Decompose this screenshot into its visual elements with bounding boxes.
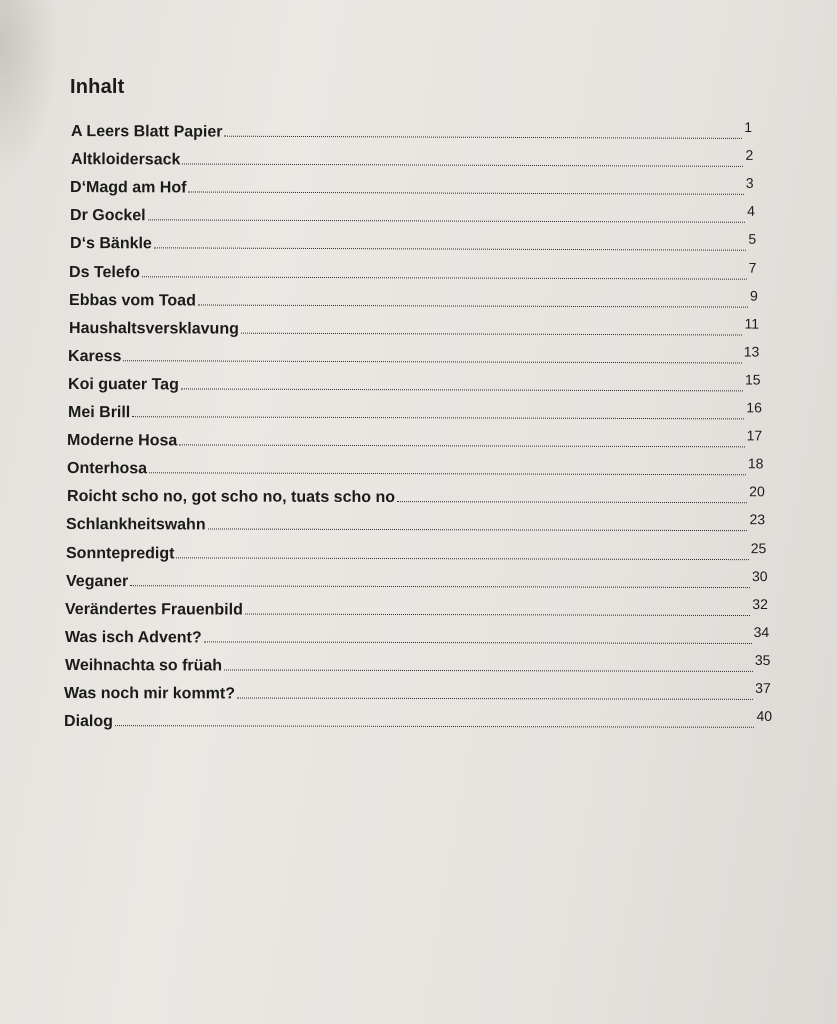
toc-entry xyxy=(66,512,765,536)
toc-leader-dots xyxy=(124,359,742,363)
toc-entry-page-number: 16 xyxy=(745,399,762,416)
toc-entry xyxy=(65,625,769,649)
toc-entry-title: A Leers Blatt Papier xyxy=(71,123,223,141)
toc-entry-title: Sonntepredigt xyxy=(66,544,175,562)
toc-entry xyxy=(69,316,759,341)
toc-entry-page-number: 35 xyxy=(754,651,771,668)
toc-entry-title: Was isch Advent? xyxy=(65,628,202,647)
toc-entry-page-number: 34 xyxy=(753,623,770,640)
toc-entry-page-number: 1 xyxy=(744,118,753,135)
toc-entry xyxy=(68,372,761,397)
toc-entry-page-number: 5 xyxy=(748,231,756,248)
toc-leader-dots xyxy=(148,219,745,223)
toc-entry-title: Dr Gockel xyxy=(70,207,146,225)
toc-entry-title: Schlankheitswahn xyxy=(66,516,206,534)
toc-leader-dots xyxy=(130,584,750,588)
toc-entry-page-number: 18 xyxy=(747,455,764,472)
toc-entry-page-number: 11 xyxy=(744,315,759,332)
toc-entry-title: Verändertes Frauenbild xyxy=(65,600,244,619)
toc-leader-dots xyxy=(181,387,743,391)
toc-entry-title: Was noch mir kommt? xyxy=(64,685,236,703)
toc-entry-page-number: 13 xyxy=(744,343,760,360)
toc-entry-page-number: 20 xyxy=(748,483,765,500)
toc-entry-page-number: 2 xyxy=(745,146,754,164)
toc-entry xyxy=(67,428,762,452)
toc-entry xyxy=(70,231,756,256)
toc-leader-dots xyxy=(198,303,748,307)
toc-leader-dots xyxy=(180,443,745,447)
toc-entry-title: D‘s Bänkle xyxy=(69,235,152,253)
toc-leader-dots xyxy=(153,247,746,251)
toc-entry-page-number: 40 xyxy=(756,707,773,724)
toc-entry xyxy=(64,709,772,733)
toc-entry-title: Moderne Hosa xyxy=(67,432,178,450)
toc-entry-title: Ebbas vom Toad xyxy=(69,291,196,310)
toc-leader-dots xyxy=(208,528,748,532)
toc-leader-dots xyxy=(132,415,744,419)
toc-entry-title: Karess xyxy=(68,347,122,365)
toc-entry xyxy=(70,175,754,200)
toc-leader-dots xyxy=(204,640,752,644)
toc-entry xyxy=(68,400,762,424)
toc-entry-title: Mei Brill xyxy=(67,404,130,422)
toc-entry xyxy=(70,203,755,228)
toc-leader-dots xyxy=(237,696,753,699)
toc-entry xyxy=(69,288,758,313)
toc-entry-title: Ds Telefo xyxy=(69,263,141,281)
toc-entry xyxy=(67,456,763,480)
toc-entry xyxy=(69,260,757,285)
toc-entry-page-number: 7 xyxy=(748,259,757,276)
toc-entry xyxy=(65,597,768,621)
toc-entry-page-number: 23 xyxy=(749,511,766,528)
toc-entry xyxy=(71,119,752,144)
toc-entry-page-number: 25 xyxy=(750,539,767,556)
toc-entry-title: Roicht scho no, got scho no, tuats scho no xyxy=(66,488,395,507)
toc-leader-dots xyxy=(241,331,743,335)
toc-entry-title: Haushaltsversklavung xyxy=(68,319,239,338)
toc-entry xyxy=(71,147,753,172)
toc-entry-page-number: 30 xyxy=(751,567,768,584)
toc-entry xyxy=(64,681,771,705)
toc-leader-dots xyxy=(245,612,750,615)
toc-entry-title: Weihnachta so früah xyxy=(64,656,222,675)
toc-entry xyxy=(66,569,768,593)
toc-entry-title: D‘Magd am Hof xyxy=(70,179,187,197)
toc-leader-dots xyxy=(397,500,747,503)
toc-leader-dots xyxy=(149,471,746,475)
toc-entry-page-number: 9 xyxy=(749,287,758,304)
toc-entry-title: Dialog xyxy=(64,713,113,731)
toc-entry xyxy=(66,541,766,565)
toc-leader-dots xyxy=(224,135,742,139)
toc-entry xyxy=(65,653,770,677)
toc-entry xyxy=(67,484,765,508)
toc-entry-page-number: 17 xyxy=(746,427,763,444)
toc-leader-dots xyxy=(142,275,747,279)
toc-leader-dots xyxy=(189,191,744,195)
toc-entry-title: Veganer xyxy=(65,572,128,590)
toc-leader-dots xyxy=(224,668,753,671)
toc-leader-dots xyxy=(115,724,755,728)
toc-leader-dots xyxy=(182,163,743,167)
toc-entry-page-number: 15 xyxy=(745,371,761,388)
toc-entry-page-number: 3 xyxy=(746,175,754,192)
toc-entry-page-number: 32 xyxy=(752,595,769,612)
toc-entry-title: Altkloidersack xyxy=(70,151,181,169)
toc-entry-title: Onterhosa xyxy=(67,460,148,478)
toc-heading: Inhalt xyxy=(70,76,125,98)
toc-entry-title: Koi guater Tag xyxy=(68,375,179,394)
toc-entry-page-number: 37 xyxy=(755,679,772,696)
toc-entry xyxy=(68,344,759,369)
toc-entry-page-number: 4 xyxy=(747,203,755,220)
toc-leader-dots xyxy=(176,556,748,560)
